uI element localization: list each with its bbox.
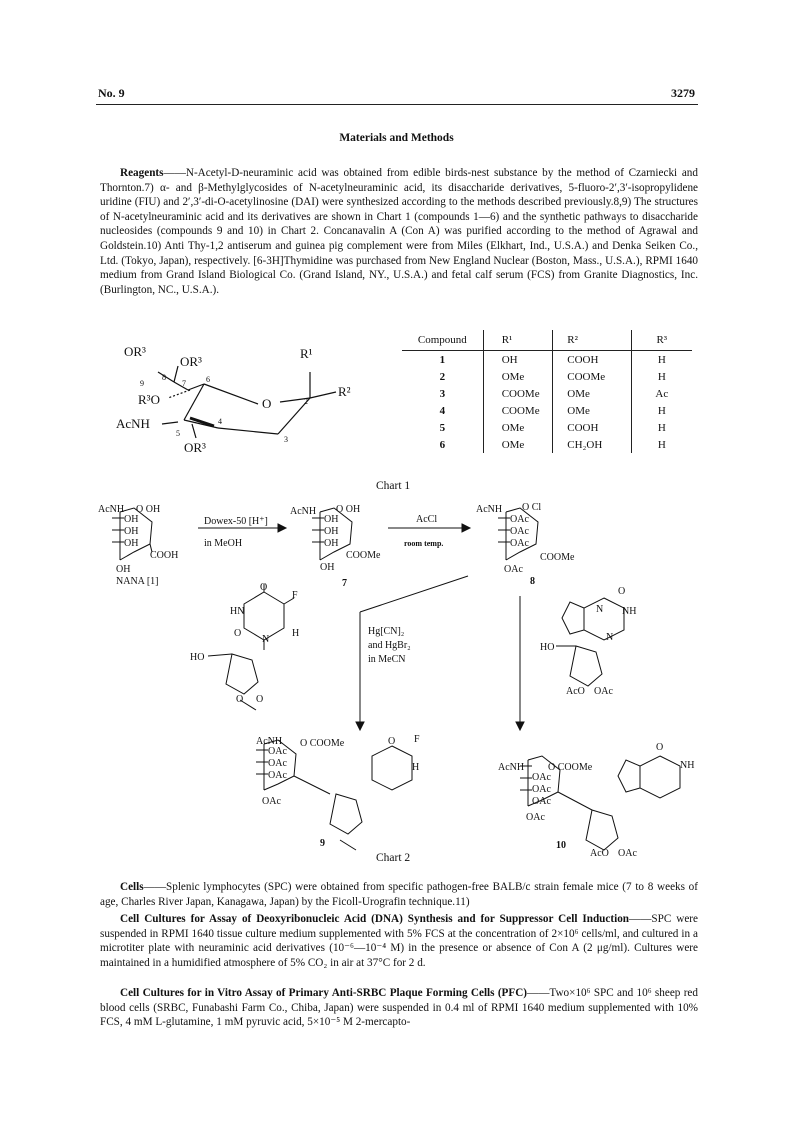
cmp9-h-label: H [412, 762, 420, 773]
cell-r2: COOH [553, 351, 631, 369]
cmp10-oac-label: OAc [532, 784, 551, 795]
cmp7-ooh-label: O OH [336, 504, 361, 515]
cell-compound: 5 [402, 419, 483, 436]
position-8-label: 8 [162, 373, 166, 382]
acnh-label: AcNH [116, 416, 150, 431]
page-number: 3279 [671, 86, 695, 100]
cmp7-oh-label: OH [324, 538, 339, 549]
cell-r1: COOMe [483, 402, 553, 419]
cmp9-oac-label: OAc [268, 758, 287, 769]
dai-aco-label: AcO [566, 686, 585, 697]
dai-ho-label: HO [540, 642, 555, 653]
cell-r3: H [657, 421, 666, 434]
reagent-accl-condition: room temp. [404, 539, 444, 548]
cmp7-oh-label: OH [324, 526, 339, 537]
chart1-caption: Chart 1 [376, 480, 411, 492]
position-7-label: 7 [182, 379, 186, 388]
cmp8-ocl-label: O Cl [522, 502, 542, 513]
ring-oxygen-label: O [262, 396, 272, 411]
uracil-f-label: F [292, 590, 298, 601]
cmp8-coome-label: COOMe [540, 552, 575, 563]
cell-r2: CH₂OH [553, 436, 631, 453]
section-title: Materials and Methods [339, 132, 454, 144]
cell-r1: COOMe [483, 385, 553, 402]
compound-8-number: 8 [530, 576, 535, 587]
issue-number: No. 9 [98, 86, 125, 100]
reagent-dowex: Dowex-50 [H⁺] [204, 516, 268, 527]
position-2-label: 2 [304, 397, 308, 406]
cell-r3: H [657, 438, 666, 451]
reagent-mecn: in MeCN [368, 654, 406, 665]
position-5-label: 5 [176, 429, 180, 438]
cmp8-acnh-label: AcNH [476, 504, 503, 515]
position-4-label: 4 [218, 417, 222, 426]
cell-r3: Ac [655, 387, 669, 400]
cell-r1: OMe [483, 419, 553, 436]
cell-compound: 3 [402, 385, 483, 402]
fiu-ho-label: HO [190, 652, 205, 663]
position-9-label: 9 [140, 379, 144, 388]
compound-7-number: 7 [342, 578, 347, 589]
paragraph-body: ——SPC were suspended in RPMI 1640 tissue culture medium supplemented with 5% FCS at the concentration of 2×10⁶ cells/ml, and cultured in a microtiter plate with neuraminic acid derivatives (10⁻⁶—10⁻⁴ M) in the presence or absence of Con A (2 μg/ml). Cultures were maintained in a humidified atmosphere of 5% CO₂ in air at 37°C for 2 d. [100, 913, 699, 969]
nana-cooh-label: COOH [150, 550, 179, 561]
cell-r3: H [657, 404, 666, 417]
cmp10-acnh-label: AcNH [498, 762, 525, 773]
nana-label: NANA [1] [116, 576, 159, 587]
cmp7-acnh-label: AcNH [290, 506, 317, 517]
paragraph-heading: Cell Cultures for Assay of Deoxyribonucleic Acid (DNA) Synthesis and for Suppressor Cell Induction [120, 913, 630, 925]
position-6-label: 6 [206, 375, 210, 384]
paragraph-body: ——Two×10⁶ SPC and 10⁶ sheep red blood cells (SRBC, Funabashi Farm Co., Chiba, Japan) were suspended in 0.4 ml of RPMI 1640 medium supplemented with 10% FCS, 4 mM L-glutamine, 1 mM pyruvic acid, 5×10⁻⁵ M 2-mercapto- [100, 987, 698, 1029]
reagent-hgcn: Hg[CN]₂ [368, 626, 405, 637]
uracil-o2-label: O [234, 628, 242, 639]
header-r3: R³ [631, 330, 692, 351]
cmp9-oac-label: OAc [268, 746, 287, 757]
purine-nh-label: NH [622, 606, 637, 617]
cmp9-uracil-o-label: O [388, 736, 396, 747]
paragraph-cells [100, 880, 698, 909]
cell-r2: COOMe [553, 368, 631, 385]
uracil-o-label: O [260, 582, 268, 593]
r1-label: R¹ [300, 346, 313, 361]
or3-mid-label: OR³ [180, 354, 202, 369]
paragraph-dna-synthesis [100, 912, 698, 970]
nana-oh-label: OH [116, 564, 131, 575]
paragraph-pfc-assay [100, 986, 698, 1030]
chart2-caption: Chart 2 [376, 852, 411, 864]
fiu-o-label: O [236, 694, 244, 705]
cell-r1: OH [483, 351, 553, 369]
cell-r3: H [657, 370, 666, 383]
compound-9-number: 9 [320, 838, 325, 849]
nana-acnh-label: AcNH [98, 504, 125, 515]
cmp9-oac-label: OAc [262, 796, 281, 807]
reagent-hgbr: and HgBr₂ [368, 640, 411, 651]
r3o-label: R³O [138, 392, 160, 407]
cell-compound: 4 [402, 402, 483, 419]
cell-compound: 1 [402, 351, 483, 369]
cmp9-oac-label: OAc [268, 770, 287, 781]
cmp10-oac-label: OAc [532, 796, 551, 807]
paragraph-body: ——Splenic lymphocytes (SPC) were obtained from specific pathogen-free BALB/c strain female mice (7 to 8 weeks of age, Charles River Japan, Kanagawa, Japan) by the Ficoll-Urografin technique.11) [100, 881, 698, 908]
uracil-h-label: H [292, 628, 300, 639]
cmp7-coome-label: COOMe [346, 550, 381, 561]
cell-compound: 6 [402, 436, 483, 453]
uracil-n-label: N [262, 634, 270, 645]
cell-r2: OMe [553, 402, 631, 419]
or3-top-label: OR³ [124, 344, 146, 359]
cmp10-purine-o-label: O [656, 742, 664, 753]
cmp10-aco-label: AcO [590, 848, 609, 859]
header-r1: R¹ [483, 330, 553, 351]
cell-r2: OMe [553, 385, 631, 402]
cmp10-ocoome-label: O COOMe [548, 762, 593, 773]
cell-r1: OMe [483, 368, 553, 385]
position-3-label: 3 [284, 435, 288, 444]
purine-n-label: N [606, 632, 614, 643]
cell-r3: H [657, 353, 666, 366]
purine-o-label: O [618, 586, 626, 597]
uracil-hn-label: HN [230, 606, 245, 617]
cmp9-ocoome-label: O COOMe [300, 738, 345, 749]
nana-ooh-label: O OH [136, 504, 161, 515]
purine-n-label: N [596, 604, 604, 615]
paragraph-body: ——N-Acetyl-D-neuraminic acid was obtained from edible birds-nest substance by the method of Czarniecki and Thornton.7) α- and β-Methylglycosides of N-acetylneuraminic acid, its disaccharide derivatives, 5-fluoro-2′,3′-isopropylidene uridine (FIU) and 2′,3′-di-O-acetylinosine (DAI) were synthesized according to the methods described previously.8,9) The structures of N-acetylneuraminic acid and its derivatives are shown in Chart 1 (compounds 1—6) and the synthetic pathways to disaccharide nucleosides (compounds 9 and 10) in Chart 2. Concanavalin A (Con A) was purified according to the method of Agrawal and Goldstein.10) Anti Thy-1,2 antiserum and guinea pig complement were from Miles (Elkhart, Ind., U.S.A.) and Denka Seiken Co., Ltd. (Tokyo, Japan), respectively. [6-3H]Thymidine was purchased from New England Nuclear (Boston, Mass., U.S.A.), RPMI 1640 medium from Grand Island Biological Co. (Grand Island, NY., U.S.A.) and fetal calf serum (FCS) from Granite Diagnostics, Inc. (Burlington, NC., U.S.A.). [100, 167, 698, 296]
reagent-dowex-solvent: in MeOH [204, 538, 243, 549]
nana-oh-label: OH [124, 538, 139, 549]
cmp8-oac-label: OAc [510, 538, 529, 549]
header-compound: Compound [402, 330, 483, 351]
nana-oh-label: OH [124, 514, 139, 525]
paragraph-heading: Reagents [120, 167, 164, 179]
cell-compound: 2 [402, 368, 483, 385]
cmp10-oac-label: OAc [532, 772, 551, 783]
cmp7-oh-label: OH [324, 514, 339, 525]
cmp10-oac-label: OAc [526, 812, 545, 823]
paragraph-heading: Cells [120, 881, 144, 893]
cmp8-oac-label: OAc [504, 564, 523, 575]
nana-oh-label: OH [124, 526, 139, 537]
cell-r2: COOH [553, 419, 631, 436]
or3-bottom-label: OR³ [184, 440, 206, 455]
header-r2: R² [553, 330, 631, 351]
cmp8-oac-label: OAc [510, 514, 529, 525]
dai-oac-label: OAc [594, 686, 613, 697]
cmp10-nh-label: NH [680, 760, 695, 771]
r2-label: R² [338, 384, 351, 399]
cmp10-oac-label: OAc [618, 848, 637, 859]
cmp9-acnh-label: AcNH [256, 736, 283, 747]
cmp8-oac-label: OAc [510, 526, 529, 537]
paragraph-heading: Cell Cultures for in Vitro Assay of Primary Anti-SRBC Plaque Forming Cells (PFC) [120, 987, 528, 999]
cell-r1: OMe [483, 436, 553, 453]
reagent-accl: AcCl [416, 514, 438, 525]
cmp7-oh-label: OH [320, 562, 335, 573]
fiu-o-label: O [256, 694, 264, 705]
cmp9-f-label: F [414, 734, 420, 745]
compound-10-number: 10 [556, 840, 566, 851]
